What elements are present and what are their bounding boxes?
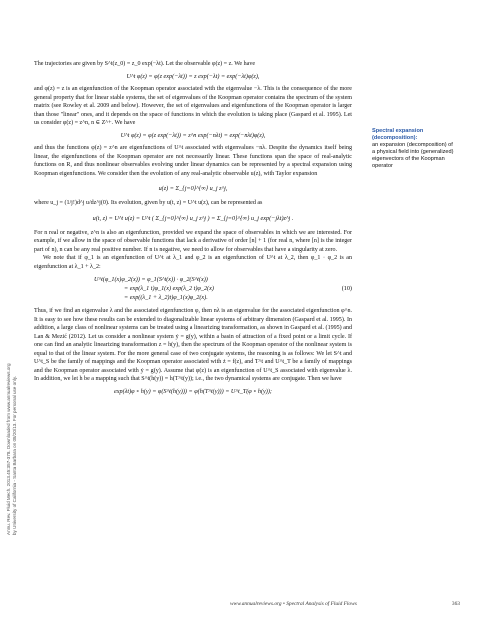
article-body xyxy=(34,60,352,400)
equation-10-line-2: = exp(λ_1 t)φ_1(x) exp(λ_2 t)φ_2(x) xyxy=(124,284,214,292)
equation-2: U^t φ(z) = φ(z exp(−λt)) = z^n exp(−nλt) = exp(−nλt)φ(z), xyxy=(120,131,266,139)
equation-1: U^t φ(z) = φ(z exp(−λt)) = z exp(−λt) = exp(−λt)φ(z), xyxy=(126,72,260,80)
footer-running-title: Spectral Analysis of Fluid Flows xyxy=(286,601,357,607)
page-number: 363 xyxy=(451,601,460,607)
equation-11: exp(λt)φ ∘ h(y) = φ(S^t(h(y))) = φ(h(T^t(y))) = U^t_T(φ ∘ h(y)); xyxy=(114,387,272,395)
equation-3: u(z) = Σ_{j=0}^{∞} u_j z^j, xyxy=(158,185,228,192)
paragraph-1: The trajectories are given by S^t(z_0) = z_0 exp(−λt). Let the observable φ(z) = z. We have xyxy=(34,61,256,67)
paragraph-4: where u_j = (1/j!)d^j u/dz^j(0). Its evolution, given by u(t, z) = U^t u(z), can be represented as xyxy=(34,200,263,206)
paragraph-3: and thus the functions φ(z) = z^n are eigenfunctions of U^t associated with eigenvalues −nλ. Despite the dynamics itself being linear, the eigenfunctions of the Koopman operator are not necessarily linear. These functions span the space of real-analytic functions on R, and thus nonlinear observables evolving under linear dynamics can be represented by a spectral expansion using Koopman eigenfunctions. We consider then the evolution of any real-analytic observable u(z), with Taylor expansion xyxy=(34,145,352,177)
equation-10-line-3: = exp((λ_1 + λ_2)t)φ_1(x)φ_2(x). xyxy=(124,293,208,301)
paragraph-5: For n real or negative, z^n is also an eigenfunction, provided we expand the space of observables in which we are interested. For example, if we allow in the space of observable functions that lack a derivative of order [n] + 1 (for real n, where [n] is the integer part of n), n can be any real positive number. If n is negative, we need to allow for observables that have a singularity at zero. xyxy=(34,229,352,253)
footer-url[interactable]: www.annualreviews.org xyxy=(230,601,282,607)
download-watermark xyxy=(6,205,20,535)
watermark-line-2: by University of California - Santa Barbara on 08/20/13. For personal use only. xyxy=(12,376,17,535)
equation-number: (10) xyxy=(341,284,352,292)
page-footer xyxy=(230,601,460,607)
equation-10 xyxy=(94,276,352,302)
paragraph-6: We note that if φ_1 is an eigenfunction of U^t at λ_1 and φ_2 is an eigenfunction of U^t at λ_2, then φ_1 · φ_2 is an eigenfunction at λ_1 + λ_2: xyxy=(34,255,352,270)
equation-4: u(t, z) = U^t u(z) = U^t ( Σ_{j=0}^{∞} u_j z^j ) = Σ_{j=0}^{∞} u_j exp(−jλt)z^j . xyxy=(92,214,294,222)
paragraph-7: Thus, if we find an eigenvalue λ and the associated eigenfunction φ, then nλ is an eigenvalue for the associated eigenfunction φ^n. It is easy to see how these results can be extended to diagonalizable linear systems of arbitrary dimension (Gaspard et al. 1995). In addition, a large class of nonlinear systems can be treated using a linearizing transformation, as shown in Gaspard et al. (1995) and Lan & Mezić (2012). Let us consider a nonlinear system ẏ = g(y), within a basin of attraction of a fixed point or a limit cycle. If one can find an analytic linearizing transformation z = h(y), then the spectrum of the Koopman operator of the nonlinear system is equal to that of the linear system. For the more general case of two conjugate systems, the reasoning is as follows: We let S^t and U^t_S be the family of mappings and the Koopman operator associated with ż = f(z), and T^t and U^t_T be a family of mappings and the Koopman operator associated with ẏ = g(y). Assume that φ(z) is an eigenfunction of U^t_S associated with eigenvalue λ. In addition, we let h be a mapping such that S^t(h(y)) = h(T^t(y)); i.e., the two dynamical systems are conjugate. Then we have xyxy=(34,308,352,383)
paragraph-2: and φ(z) = z is an eigenfunction of the Koopman operator associated with the eigenvalue −λ. This is the consequence of the more general property that for linear stable systems, the set of eigenvalues of the Koopman operator contains the spectrum of the system matrix (see Rowley et al. 2009 and below). However, the set of eigenvalues and eigenfunctions of the Koopman operator is larger than those "linear" ones, and it depends on the space of functions in which the evolution is taking place (Gaspard et al. 1995). Let us consider φ(z) = z^n, n ∈ Z^+. We have xyxy=(34,86,352,126)
footer-separator: • xyxy=(282,601,285,607)
margin-definition-text: an expansion (decomposition) of a physical field into (generalized) eigenvectors of the Koopman operator xyxy=(372,142,454,170)
margin-definition-term: Spectral expansion (decomposition): xyxy=(372,128,424,142)
equation-10-line-1: U^t(φ_1(x)φ_2(x)) = φ_1(S^t(x)) · φ_2(S^t(x)) xyxy=(94,276,208,283)
margin-definition xyxy=(372,128,454,171)
watermark-line-1: Annu. Rev. Fluid Mech. 2013.45:357-378. Downloaded from www.annualreviews.org xyxy=(6,363,11,535)
